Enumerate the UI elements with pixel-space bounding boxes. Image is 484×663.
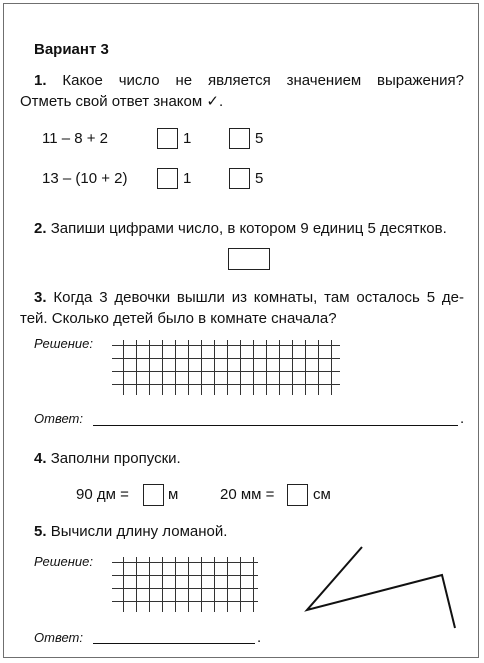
- task1-option-2a: 1: [183, 170, 192, 187]
- task2-question: 2. Запиши цифрами число, в котором 9 единиц 5 десятков.: [34, 220, 447, 237]
- task3-solution-grid: [110, 340, 342, 396]
- task4-item1-unit: м: [168, 486, 179, 503]
- task5-solution-grid: [110, 557, 260, 613]
- task5-question: 5. Вычисли длину ломаной.: [34, 523, 228, 540]
- task4-item1-box[interactable]: [143, 484, 164, 506]
- task4-item2-left: 20 мм =: [220, 486, 275, 503]
- task3-answer-line[interactable]: [93, 425, 458, 426]
- task1-expression-1: 11 – 8 + 2: [42, 130, 109, 147]
- task1-expression-2: 13 – (10 + 2): [42, 170, 128, 187]
- task2-answer-box[interactable]: [228, 248, 270, 270]
- variant-title: Вариант 3: [34, 41, 109, 58]
- task1-option-1a: 1: [183, 130, 192, 147]
- task4-item1-left: 90 дм =: [76, 486, 129, 503]
- task4-question: 4. Заполни пропуски.: [34, 450, 181, 467]
- task3-question-line1: 3. Когда 3 девочки вышли из комнаты, там осталось 5 де-: [34, 289, 464, 306]
- task1-question-line2: Отметь свой ответ знаком ✓.: [20, 93, 224, 110]
- task5-answer-line[interactable]: [93, 643, 255, 644]
- task1-option-2b: 5: [255, 170, 264, 187]
- task1-checkbox-1a[interactable]: [157, 128, 178, 149]
- check-mark-icon: ✓: [206, 93, 219, 110]
- task3-answer-label: Ответ:: [34, 411, 83, 426]
- task5-answer-label: Ответ:: [34, 630, 83, 645]
- task4-item2-box[interactable]: [287, 484, 308, 506]
- task5-answer-end: .: [257, 629, 262, 646]
- task4-item2-unit: см: [313, 486, 331, 503]
- task1-checkbox-2a[interactable]: [157, 168, 178, 189]
- task3-question-line2: тей. Сколько детей было в комнате сначала?: [20, 310, 337, 327]
- task1-checkbox-2b[interactable]: [229, 168, 250, 189]
- task5-solution-label: Решение:: [34, 554, 94, 569]
- task1-question-line1: 1. Какое число не является значением выражения?: [34, 72, 464, 89]
- broken-line-figure: [300, 540, 465, 635]
- task3-solution-label: Решение:: [34, 336, 94, 351]
- task1-checkbox-1b[interactable]: [229, 128, 250, 149]
- task3-answer-end: .: [460, 410, 465, 427]
- task1-option-1b: 5: [255, 130, 264, 147]
